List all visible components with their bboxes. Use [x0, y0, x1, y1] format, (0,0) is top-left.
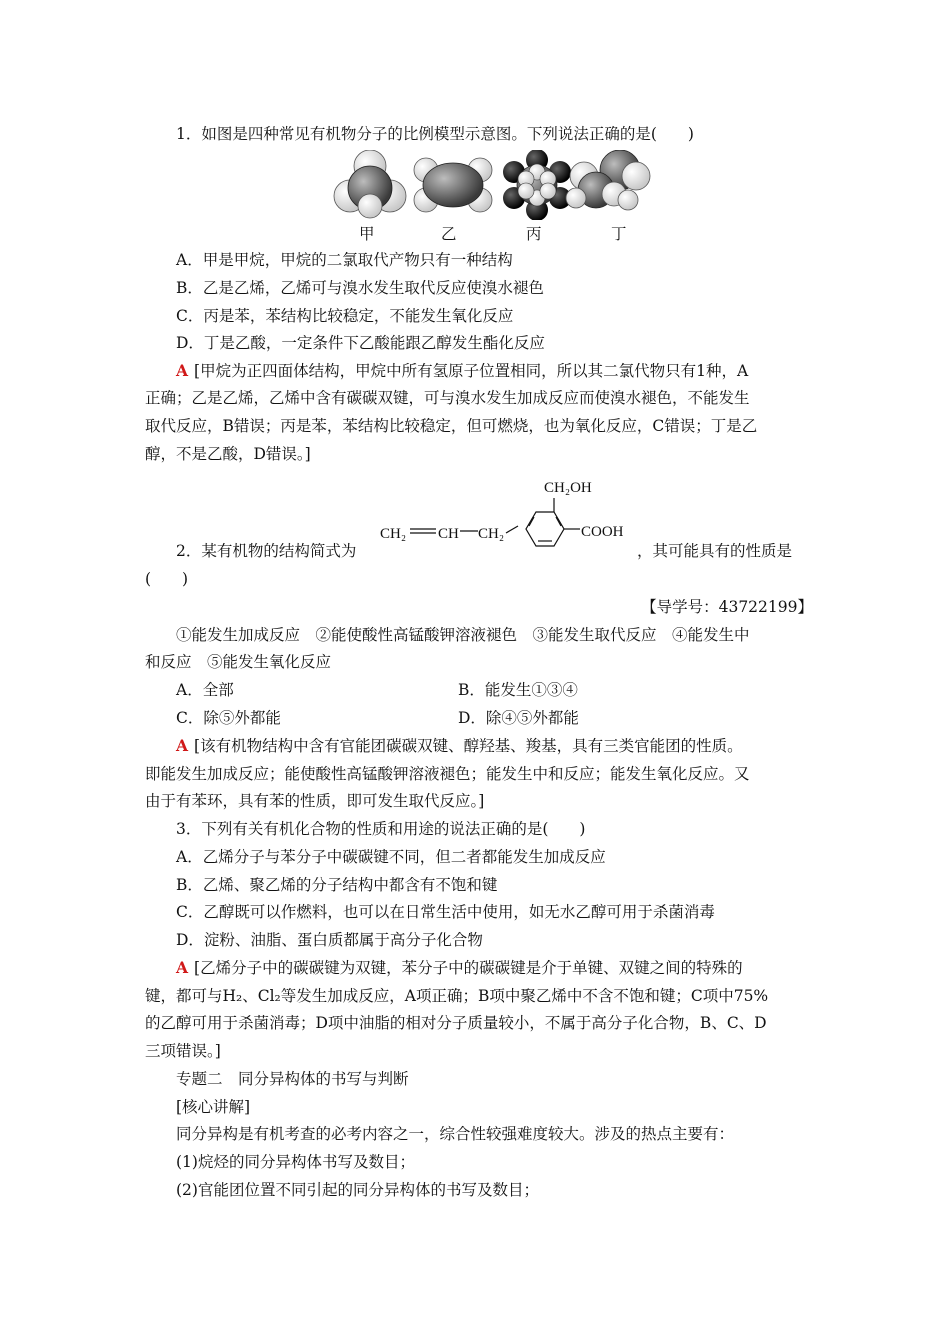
q2-option-row1	[176, 680, 844, 700]
q3-option-b: B．乙烯、聚乙烯的分子结构中都含有不饱和键	[176, 876, 498, 894]
topic-intro: 同分异构是有机考查的必考内容之一，综合性较强难度较大。涉及的热点主要有：	[176, 1125, 735, 1143]
topic-item-1: (1)烷烃的同分异构体书写及数目；	[176, 1153, 415, 1171]
q3-explanation-line4: 三项错误。]	[145, 1042, 221, 1060]
topic-item-2: (2)官能团位置不同引起的同分异构体的书写及数目；	[176, 1181, 539, 1199]
topic-core-heading: [核心讲解]	[176, 1098, 251, 1116]
q3-option-c: C．乙醇既可以作燃料，也可以在日常生活中使用，如无水乙醇可用于杀菌消毒	[176, 903, 715, 921]
q1-option-b: B．乙是乙烯，乙烯可与溴水发生取代反应使溴水褪色	[176, 279, 544, 297]
chain-ch2-a: CH₂	[380, 526, 407, 542]
q2-explanation-line3: 由于有苯环，具有苯的性质，即可发生取代反应。]	[145, 792, 485, 810]
cooh-group: COOH	[581, 524, 624, 540]
label-jia: 甲	[359, 225, 375, 243]
q2-option-d: D．除④⑤外都能	[458, 709, 579, 727]
ethanol-model-icon	[566, 150, 650, 210]
methane-model-icon	[334, 150, 406, 218]
q2-explanation-line2: 即能发生加成反应；能使酸性高锰酸钾溶液褪色；能发生中和反应；能发生氧化反应。又	[145, 765, 750, 783]
q3-explanation-line3: 的乙醇可用于杀菌消毒；D项中油脂的相对分子质量较小，不属于高分子化合物，B、C、D	[145, 1014, 767, 1032]
ch2oh-group: CH₂OH	[544, 480, 592, 496]
q1-explanation-line1: A [甲烷为正四面体结构，甲烷中所有氢原子位置相同，所以其二氯代物只有1种，A	[176, 361, 749, 380]
q1-explanation-line3: 取代反应，B错误；丙是苯，苯结构比较稳定，但可燃烧，也为氧化反应，C错误；丁是乙	[145, 417, 758, 435]
chain-ch2-c: CH₂	[478, 526, 505, 542]
q1-stem: 1．如图是四种常见有机物分子的比例模型示意图。下列说法正确的是( )	[176, 125, 694, 143]
structural-formula	[378, 476, 640, 558]
q3-explanation-line2: 键，都可与H₂、Cl₂等发生加成反应，A项正确；B项中聚乙烯中不含不饱和键；C项中75%	[145, 987, 769, 1005]
q2-option-c: C．除⑤外都能	[176, 709, 281, 727]
q2-guide-number: 【导学号：43722199】	[641, 598, 813, 616]
q1-explanation-line2: 正确；乙是乙烯，乙烯中含有碳碳双键，可与溴水发生加成反应而使溴水褪色，不能发生	[145, 389, 750, 407]
label-bing: 丙	[526, 225, 542, 243]
q2-properties-line1: ①能发生加成反应 ②能使酸性高锰酸钾溶液褪色 ③能发生取代反应 ④能发生中	[176, 626, 750, 644]
q1-option-a: A．甲是甲烷，甲烷的二氯取代产物只有一种结构	[176, 251, 513, 269]
q2-answer: A	[176, 736, 189, 755]
q2-properties-line2: 和反应 ⑤能发生氧化反应	[145, 653, 332, 671]
q3-answer: A	[176, 958, 189, 977]
q3-option-d: D．淀粉、油脂、蛋白质都属于高分子化合物	[176, 931, 483, 949]
benzene-model-icon	[503, 150, 571, 220]
topic-title: 专题二 同分异构体的书写与判断	[176, 1070, 409, 1088]
q2-option-row2	[176, 708, 844, 728]
q2-option-a: A．全部	[176, 681, 234, 699]
label-ding: 丁	[611, 225, 627, 243]
chain-ch: CH	[438, 526, 459, 542]
q2-explanation-line1: A [该有机物结构中含有官能团碳碳双键、醇羟基、羧基，具有三类官能团的性质。	[176, 736, 743, 755]
q3-stem: 3．下列有关有机化合物的性质和用途的说法正确的是( )	[176, 820, 586, 838]
q3-explanation-line1: A [乙烯分子中的碳碳键为双键，苯分子中的碳碳键是介于单键、双键之间的特殊的	[176, 958, 743, 977]
molecule-models-figure	[330, 150, 660, 220]
ethylene-model-icon	[414, 158, 492, 212]
q2-stem-prefix: 2．某有机物的结构简式为	[176, 542, 357, 560]
label-yi: 乙	[441, 225, 457, 243]
q1-option-d: D．丁是乙酸，一定条件下乙酸能跟乙醇发生酯化反应	[176, 334, 545, 352]
q1-answer: A	[176, 361, 189, 380]
q3-option-a: A．乙烯分子与苯分子中碳碳键不同，但二者都能发生加成反应	[176, 848, 606, 866]
q2-stem-suffix: ，其可能具有的性质是	[637, 542, 793, 560]
q1-explanation-line4: 醇，不是乙酸，D错误。]	[145, 445, 311, 463]
q2-blank: ( )	[145, 570, 189, 588]
q2-option-b: B．能发生①③④	[458, 681, 578, 699]
q1-option-c: C．丙是苯，苯结构比较稳定，不能发生氧化反应	[176, 307, 514, 325]
